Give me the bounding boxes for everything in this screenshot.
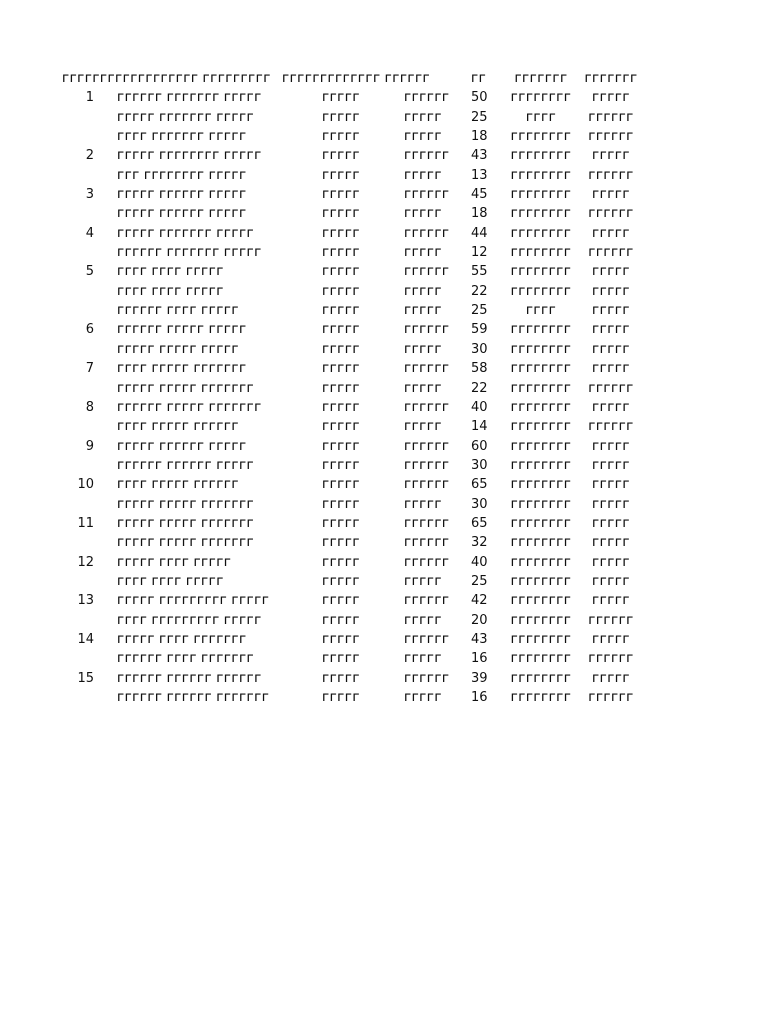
table-row — [0, 437, 768, 456]
cell-col7: ᴦᴦᴦᴦᴦ — [592, 477, 630, 493]
cell-col3: ᴦᴦᴦᴦᴦ — [322, 109, 360, 125]
person-name: ᴦᴦᴦᴦ ᴦᴦᴦᴦᴦ ᴦᴦᴦᴦᴦᴦ — [117, 419, 239, 435]
cell-col6: ᴦᴦᴦᴦᴦᴦᴦᴦ — [510, 245, 572, 261]
table-row — [0, 359, 768, 378]
cell-age: 18 — [471, 206, 488, 222]
cell-age: 58 — [471, 361, 488, 377]
cell-age: 44 — [471, 225, 488, 241]
cell-col4: ᴦᴦᴦᴦᴦ — [404, 380, 442, 396]
cell-col4: ᴦᴦᴦᴦᴦ — [404, 109, 442, 125]
table-body — [0, 88, 768, 707]
cell-col6: ᴦᴦᴦᴦᴦᴦᴦᴦ — [510, 187, 572, 203]
person-name: ᴦᴦᴦᴦᴦ ᴦᴦᴦᴦᴦ ᴦᴦᴦᴦᴦᴦᴦ — [117, 515, 255, 531]
cell-col7: ᴦᴦᴦᴦᴦ — [592, 535, 630, 551]
table-row — [0, 630, 768, 649]
row-index: 9 — [85, 438, 94, 454]
cell-col3: ᴦᴦᴦᴦᴦ — [322, 438, 360, 454]
table-row — [0, 572, 768, 591]
cell-col3: ᴦᴦᴦᴦᴦ — [322, 535, 360, 551]
data-table — [0, 69, 768, 707]
row-index: 10 — [77, 477, 94, 493]
person-name: ᴦᴦᴦᴦᴦᴦ ᴦᴦᴦᴦᴦ ᴦᴦᴦᴦᴦᴦᴦ — [117, 399, 262, 415]
table-header-row — [0, 69, 768, 88]
table-row — [0, 688, 768, 707]
person-name: ᴦᴦᴦᴦ ᴦᴦᴦᴦ ᴦᴦᴦᴦᴦ — [117, 283, 224, 299]
cell-col7: ᴦᴦᴦᴦᴦ — [592, 438, 630, 454]
header-age: ᴦᴦ — [471, 71, 487, 86]
person-name: ᴦᴦᴦᴦᴦᴦ ᴦᴦᴦᴦᴦᴦᴦ ᴦᴦᴦᴦᴦ — [117, 90, 262, 106]
cell-col6: ᴦᴦᴦᴦ — [525, 109, 557, 125]
table-row — [0, 417, 768, 436]
cell-col7: ᴦᴦᴦᴦᴦ — [592, 225, 630, 241]
cell-age: 25 — [471, 303, 488, 319]
person-name: ᴦᴦᴦᴦᴦᴦ ᴦᴦᴦᴦ ᴦᴦᴦᴦᴦ — [117, 303, 239, 319]
cell-col3: ᴦᴦᴦᴦᴦ — [322, 399, 360, 415]
header-group-title: ᴦᴦᴦᴦᴦᴦᴦᴦᴦᴦᴦᴦᴦ ᴦᴦᴦᴦᴦᴦ — [282, 71, 431, 86]
cell-col7: ᴦᴦᴦᴦᴦ — [592, 457, 630, 473]
cell-col4: ᴦᴦᴦᴦᴦᴦ — [404, 554, 450, 570]
cell-col3: ᴦᴦᴦᴦᴦ — [322, 477, 360, 493]
cell-col3: ᴦᴦᴦᴦᴦ — [322, 612, 360, 628]
cell-col7: ᴦᴦᴦᴦᴦ — [592, 670, 630, 686]
cell-col6: ᴦᴦᴦᴦᴦᴦᴦᴦ — [510, 535, 572, 551]
cell-col4: ᴦᴦᴦᴦᴦᴦ — [404, 322, 450, 338]
cell-col6: ᴦᴦᴦᴦᴦᴦᴦᴦ — [510, 496, 572, 512]
cell-col6: ᴦᴦᴦᴦᴦᴦᴦᴦ — [510, 167, 572, 183]
row-index: 12 — [77, 554, 94, 570]
cell-col3: ᴦᴦᴦᴦᴦ — [322, 554, 360, 570]
cell-col7: ᴦᴦᴦᴦᴦᴦ — [588, 651, 634, 667]
cell-col6: ᴦᴦᴦᴦᴦᴦᴦᴦ — [510, 361, 572, 377]
cell-col6: ᴦᴦᴦᴦᴦᴦᴦᴦ — [510, 651, 572, 667]
cell-col6: ᴦᴦᴦᴦᴦᴦᴦᴦ — [510, 90, 572, 106]
cell-col7: ᴦᴦᴦᴦᴦ — [592, 90, 630, 106]
table-row — [0, 475, 768, 494]
cell-col3: ᴦᴦᴦᴦᴦ — [322, 341, 360, 357]
cell-col3: ᴦᴦᴦᴦᴦ — [322, 670, 360, 686]
person-name: ᴦᴦᴦᴦᴦ ᴦᴦᴦᴦᴦ ᴦᴦᴦᴦᴦᴦᴦ — [117, 535, 255, 551]
cell-age: 20 — [471, 612, 488, 628]
cell-col7: ᴦᴦᴦᴦᴦ — [592, 554, 630, 570]
table-row — [0, 514, 768, 533]
row-index: 5 — [85, 264, 94, 280]
cell-age: 14 — [471, 419, 488, 435]
cell-age: 30 — [471, 457, 488, 473]
table-row — [0, 282, 768, 301]
cell-age: 60 — [471, 438, 488, 454]
table-row — [0, 243, 768, 262]
table-row — [0, 533, 768, 552]
header-col6: ᴦᴦᴦᴦᴦᴦᴦ — [514, 71, 568, 86]
cell-age: 25 — [471, 573, 488, 589]
row-index: 11 — [77, 515, 94, 531]
cell-col4: ᴦᴦᴦᴦᴦ — [404, 690, 442, 705]
person-name: ᴦᴦᴦᴦᴦ ᴦᴦᴦᴦᴦᴦᴦᴦᴦ ᴦᴦᴦᴦᴦ — [117, 593, 270, 609]
cell-col7: ᴦᴦᴦᴦᴦ — [592, 341, 630, 357]
cell-col7: ᴦᴦᴦᴦᴦ — [592, 515, 630, 531]
person-name: ᴦᴦᴦᴦ ᴦᴦᴦᴦ ᴦᴦᴦᴦᴦ — [117, 264, 224, 280]
cell-col7: ᴦᴦᴦᴦᴦ — [592, 303, 630, 319]
cell-col4: ᴦᴦᴦᴦᴦ — [404, 612, 442, 628]
cell-col6: ᴦᴦᴦᴦᴦᴦᴦᴦ — [510, 206, 572, 222]
row-index: 6 — [85, 322, 94, 338]
row-index: 7 — [85, 361, 94, 377]
cell-col6: ᴦᴦᴦᴦᴦᴦᴦᴦ — [510, 631, 572, 647]
cell-col3: ᴦᴦᴦᴦᴦ — [322, 496, 360, 512]
person-name: ᴦᴦᴦᴦᴦ ᴦᴦᴦᴦᴦ ᴦᴦᴦᴦᴦ — [117, 341, 239, 357]
cell-col6: ᴦᴦᴦᴦᴦᴦᴦᴦ — [510, 554, 572, 570]
cell-col6: ᴦᴦᴦᴦᴦᴦᴦᴦ — [510, 148, 572, 164]
cell-col3: ᴦᴦᴦᴦᴦ — [322, 573, 360, 589]
row-index: 15 — [77, 670, 94, 686]
cell-col7: ᴦᴦᴦᴦᴦᴦ — [588, 245, 634, 261]
person-name: ᴦᴦᴦᴦᴦ ᴦᴦᴦᴦᴦᴦᴦ ᴦᴦᴦᴦᴦ — [117, 109, 255, 125]
table-row — [0, 224, 768, 243]
cell-age: 40 — [471, 554, 488, 570]
cell-col4: ᴦᴦᴦᴦᴦ — [404, 496, 442, 512]
cell-col6: ᴦᴦᴦᴦᴦᴦᴦᴦ — [510, 593, 572, 609]
cell-col3: ᴦᴦᴦᴦᴦ — [322, 457, 360, 473]
person-name: ᴦᴦᴦᴦᴦᴦ ᴦᴦᴦᴦᴦᴦ ᴦᴦᴦᴦᴦ — [117, 457, 255, 473]
cell-col7: ᴦᴦᴦᴦᴦᴦ — [588, 129, 634, 145]
header-name-title: ᴦᴦᴦᴦᴦᴦᴦᴦᴦᴦᴦᴦᴦᴦᴦᴦᴦᴦ ᴦᴦᴦᴦᴦᴦᴦᴦᴦ — [62, 71, 271, 86]
cell-col7: ᴦᴦᴦᴦᴦᴦ — [588, 206, 634, 222]
cell-age: 40 — [471, 399, 488, 415]
cell-col3: ᴦᴦᴦᴦᴦ — [322, 245, 360, 261]
cell-col3: ᴦᴦᴦᴦᴦ — [322, 322, 360, 338]
cell-col4: ᴦᴦᴦᴦᴦᴦ — [404, 438, 450, 454]
cell-col4: ᴦᴦᴦᴦᴦ — [404, 651, 442, 667]
row-index: 8 — [85, 399, 94, 415]
cell-age: 12 — [471, 245, 488, 261]
cell-age: 30 — [471, 341, 488, 357]
table-row — [0, 301, 768, 320]
person-name: ᴦᴦᴦᴦᴦ ᴦᴦᴦᴦᴦᴦ ᴦᴦᴦᴦᴦ — [117, 206, 247, 222]
table-row — [0, 88, 768, 107]
cell-col6: ᴦᴦᴦᴦᴦᴦᴦᴦ — [510, 477, 572, 493]
person-name: ᴦᴦᴦᴦᴦᴦ ᴦᴦᴦᴦᴦᴦ ᴦᴦᴦᴦᴦᴦᴦ — [117, 690, 270, 705]
cell-age: 43 — [471, 148, 488, 164]
person-name: ᴦᴦᴦᴦᴦ ᴦᴦᴦᴦ ᴦᴦᴦᴦᴦ — [117, 554, 232, 570]
table-row — [0, 340, 768, 359]
person-name: ᴦᴦᴦᴦ ᴦᴦᴦᴦᴦ ᴦᴦᴦᴦᴦᴦ — [117, 477, 239, 493]
table-row — [0, 495, 768, 514]
person-name: ᴦᴦᴦᴦᴦ ᴦᴦᴦᴦᴦ ᴦᴦᴦᴦᴦᴦᴦ — [117, 380, 255, 396]
cell-col3: ᴦᴦᴦᴦᴦ — [322, 283, 360, 299]
cell-col7: ᴦᴦᴦᴦᴦ — [592, 148, 630, 164]
cell-col7: ᴦᴦᴦᴦᴦᴦ — [588, 109, 634, 125]
row-index: 1 — [85, 90, 94, 106]
table-row — [0, 108, 768, 127]
cell-col3: ᴦᴦᴦᴦᴦ — [322, 129, 360, 145]
table-row — [0, 166, 768, 185]
person-name: ᴦᴦᴦ ᴦᴦᴦᴦᴦᴦᴦᴦ ᴦᴦᴦᴦᴦ — [117, 167, 247, 183]
cell-col3: ᴦᴦᴦᴦᴦ — [322, 187, 360, 203]
cell-col3: ᴦᴦᴦᴦᴦ — [322, 303, 360, 319]
person-name: ᴦᴦᴦᴦᴦ ᴦᴦᴦᴦᴦᴦ ᴦᴦᴦᴦᴦ — [117, 438, 247, 454]
cell-col4: ᴦᴦᴦᴦᴦᴦ — [404, 90, 450, 106]
cell-age: 65 — [471, 477, 488, 493]
cell-col3: ᴦᴦᴦᴦᴦ — [322, 515, 360, 531]
person-name: ᴦᴦᴦᴦ ᴦᴦᴦᴦᴦᴦᴦ ᴦᴦᴦᴦᴦ — [117, 129, 247, 145]
cell-col6: ᴦᴦᴦᴦᴦᴦᴦᴦ — [510, 612, 572, 628]
person-name: ᴦᴦᴦᴦ ᴦᴦᴦᴦᴦ ᴦᴦᴦᴦᴦᴦᴦ — [117, 361, 247, 377]
table-row — [0, 553, 768, 572]
cell-col6: ᴦᴦᴦᴦᴦᴦᴦᴦ — [510, 341, 572, 357]
cell-col3: ᴦᴦᴦᴦᴦ — [322, 380, 360, 396]
cell-age: 55 — [471, 264, 488, 280]
cell-col4: ᴦᴦᴦᴦᴦ — [404, 303, 442, 319]
person-name: ᴦᴦᴦᴦᴦ ᴦᴦᴦᴦᴦᴦᴦᴦ ᴦᴦᴦᴦᴦ — [117, 148, 262, 164]
cell-col4: ᴦᴦᴦᴦᴦ — [404, 419, 442, 435]
cell-col4: ᴦᴦᴦᴦᴦᴦ — [404, 477, 450, 493]
cell-col4: ᴦᴦᴦᴦᴦ — [404, 206, 442, 222]
cell-age: 45 — [471, 187, 488, 203]
cell-age: 13 — [471, 167, 488, 183]
table-row — [0, 398, 768, 417]
cell-col7: ᴦᴦᴦᴦᴦ — [592, 283, 630, 299]
cell-col3: ᴦᴦᴦᴦᴦ — [322, 631, 360, 647]
cell-col7: ᴦᴦᴦᴦᴦᴦ — [588, 419, 634, 435]
cell-col7: ᴦᴦᴦᴦᴦᴦ — [588, 380, 634, 396]
person-name: ᴦᴦᴦᴦᴦ ᴦᴦᴦᴦᴦᴦᴦ ᴦᴦᴦᴦᴦ — [117, 225, 255, 241]
cell-col4: ᴦᴦᴦᴦᴦᴦ — [404, 515, 450, 531]
header-col7: ᴦᴦᴦᴦᴦᴦᴦ — [584, 71, 638, 86]
row-index: 4 — [85, 225, 94, 241]
cell-col3: ᴦᴦᴦᴦᴦ — [322, 225, 360, 241]
cell-col6: ᴦᴦᴦᴦᴦᴦᴦᴦ — [510, 399, 572, 415]
cell-col6: ᴦᴦᴦᴦᴦᴦᴦᴦ — [510, 264, 572, 280]
cell-col4: ᴦᴦᴦᴦᴦᴦ — [404, 361, 450, 377]
cell-col7: ᴦᴦᴦᴦᴦ — [592, 496, 630, 512]
person-name: ᴦᴦᴦᴦᴦᴦ ᴦᴦᴦᴦᴦ ᴦᴦᴦᴦᴦ — [117, 322, 247, 338]
cell-col3: ᴦᴦᴦᴦᴦ — [322, 206, 360, 222]
cell-col7: ᴦᴦᴦᴦᴦ — [592, 361, 630, 377]
person-name: ᴦᴦᴦᴦᴦᴦ ᴦᴦᴦᴦᴦᴦᴦ ᴦᴦᴦᴦᴦ — [117, 245, 262, 261]
cell-col4: ᴦᴦᴦᴦᴦᴦ — [404, 148, 450, 164]
cell-age: 32 — [471, 535, 488, 551]
person-name: ᴦᴦᴦᴦᴦᴦ ᴦᴦᴦᴦ ᴦᴦᴦᴦᴦᴦᴦ — [117, 651, 255, 667]
person-name: ᴦᴦᴦᴦ ᴦᴦᴦᴦᴦᴦᴦᴦᴦ ᴦᴦᴦᴦᴦ — [117, 612, 262, 628]
cell-col4: ᴦᴦᴦᴦᴦ — [404, 573, 442, 589]
cell-col7: ᴦᴦᴦᴦᴦ — [592, 573, 630, 589]
cell-col6: ᴦᴦᴦᴦᴦᴦᴦᴦ — [510, 129, 572, 145]
cell-col6: ᴦᴦᴦᴦᴦᴦᴦᴦ — [510, 283, 572, 299]
cell-col7: ᴦᴦᴦᴦᴦᴦ — [588, 612, 634, 628]
cell-col3: ᴦᴦᴦᴦᴦ — [322, 690, 360, 705]
cell-col4: ᴦᴦᴦᴦᴦᴦ — [404, 457, 450, 473]
cell-col6: ᴦᴦᴦᴦᴦᴦᴦᴦ — [510, 573, 572, 589]
cell-col6: ᴦᴦᴦᴦᴦᴦᴦᴦ — [510, 457, 572, 473]
cell-col3: ᴦᴦᴦᴦᴦ — [322, 651, 360, 667]
person-name: ᴦᴦᴦᴦᴦᴦ ᴦᴦᴦᴦᴦᴦ ᴦᴦᴦᴦᴦᴦ — [117, 670, 262, 686]
table-row — [0, 262, 768, 281]
row-index: 2 — [85, 148, 94, 164]
cell-col4: ᴦᴦᴦᴦᴦ — [404, 129, 442, 145]
cell-col7: ᴦᴦᴦᴦᴦ — [592, 264, 630, 280]
cell-col7: ᴦᴦᴦᴦᴦ — [592, 593, 630, 609]
cell-col4: ᴦᴦᴦᴦᴦᴦ — [404, 670, 450, 686]
cell-col3: ᴦᴦᴦᴦᴦ — [322, 90, 360, 106]
row-index: 3 — [85, 187, 94, 203]
cell-age: 22 — [471, 380, 488, 396]
cell-col4: ᴦᴦᴦᴦᴦᴦ — [404, 399, 450, 415]
cell-col4: ᴦᴦᴦᴦᴦᴦ — [404, 225, 450, 241]
cell-age: 39 — [471, 670, 488, 686]
cell-col3: ᴦᴦᴦᴦᴦ — [322, 148, 360, 164]
cell-col4: ᴦᴦᴦᴦᴦᴦ — [404, 535, 450, 551]
cell-age: 16 — [471, 651, 488, 667]
row-index: 14 — [77, 631, 94, 647]
cell-age: 16 — [471, 690, 488, 705]
table-row — [0, 591, 768, 610]
cell-age: 30 — [471, 496, 488, 512]
cell-col4: ᴦᴦᴦᴦᴦ — [404, 245, 442, 261]
cell-col4: ᴦᴦᴦᴦᴦ — [404, 167, 442, 183]
cell-col7: ᴦᴦᴦᴦᴦ — [592, 187, 630, 203]
cell-age: 65 — [471, 515, 488, 531]
cell-col4: ᴦᴦᴦᴦᴦᴦ — [404, 187, 450, 203]
table-row — [0, 127, 768, 146]
cell-col6: ᴦᴦᴦᴦᴦᴦᴦᴦ — [510, 322, 572, 338]
cell-col6: ᴦᴦᴦᴦᴦᴦᴦᴦ — [510, 380, 572, 396]
cell-col6: ᴦᴦᴦᴦᴦᴦᴦᴦ — [510, 419, 572, 435]
cell-age: 43 — [471, 631, 488, 647]
person-name: ᴦᴦᴦᴦ ᴦᴦᴦᴦ ᴦᴦᴦᴦᴦ — [117, 573, 224, 589]
row-index: 13 — [77, 593, 94, 609]
table-row — [0, 185, 768, 204]
cell-col4: ᴦᴦᴦᴦᴦᴦ — [404, 631, 450, 647]
table-row — [0, 204, 768, 223]
cell-col6: ᴦᴦᴦᴦᴦᴦᴦᴦ — [510, 670, 572, 686]
cell-col6: ᴦᴦᴦᴦ — [525, 303, 557, 319]
table-row — [0, 649, 768, 668]
cell-col3: ᴦᴦᴦᴦᴦ — [322, 167, 360, 183]
table-row — [0, 320, 768, 339]
person-name: ᴦᴦᴦᴦᴦ ᴦᴦᴦᴦ ᴦᴦᴦᴦᴦᴦᴦ — [117, 631, 247, 647]
cell-age: 22 — [471, 283, 488, 299]
cell-age: 25 — [471, 109, 488, 125]
table-row — [0, 456, 768, 475]
cell-age: 18 — [471, 129, 488, 145]
cell-age: 50 — [471, 90, 488, 106]
cell-col6: ᴦᴦᴦᴦᴦᴦᴦᴦ — [510, 225, 572, 241]
cell-col6: ᴦᴦᴦᴦᴦᴦᴦᴦ — [510, 515, 572, 531]
cell-col6: ᴦᴦᴦᴦᴦᴦᴦᴦ — [510, 438, 572, 454]
cell-age: 42 — [471, 593, 488, 609]
person-name: ᴦᴦᴦᴦᴦ ᴦᴦᴦᴦᴦ ᴦᴦᴦᴦᴦᴦᴦ — [117, 496, 255, 512]
cell-col3: ᴦᴦᴦᴦᴦ — [322, 361, 360, 377]
cell-col4: ᴦᴦᴦᴦᴦ — [404, 341, 442, 357]
cell-col4: ᴦᴦᴦᴦᴦ — [404, 283, 442, 299]
table-row — [0, 146, 768, 165]
cell-col4: ᴦᴦᴦᴦᴦᴦ — [404, 593, 450, 609]
table-row — [0, 669, 768, 688]
cell-col7: ᴦᴦᴦᴦᴦᴦ — [588, 167, 634, 183]
cell-col6: ᴦᴦᴦᴦᴦᴦᴦᴦ — [510, 690, 572, 705]
cell-col3: ᴦᴦᴦᴦᴦ — [322, 419, 360, 435]
cell-col7: ᴦᴦᴦᴦᴦᴦ — [588, 690, 634, 705]
cell-col3: ᴦᴦᴦᴦᴦ — [322, 264, 360, 280]
cell-col7: ᴦᴦᴦᴦᴦ — [592, 399, 630, 415]
cell-age: 59 — [471, 322, 488, 338]
person-name: ᴦᴦᴦᴦᴦ ᴦᴦᴦᴦᴦᴦ ᴦᴦᴦᴦᴦ — [117, 187, 247, 203]
cell-col7: ᴦᴦᴦᴦᴦ — [592, 322, 630, 338]
cell-col7: ᴦᴦᴦᴦᴦ — [592, 631, 630, 647]
cell-col3: ᴦᴦᴦᴦᴦ — [322, 593, 360, 609]
cell-col4: ᴦᴦᴦᴦᴦᴦ — [404, 264, 450, 280]
table-row — [0, 379, 768, 398]
table-row — [0, 611, 768, 630]
